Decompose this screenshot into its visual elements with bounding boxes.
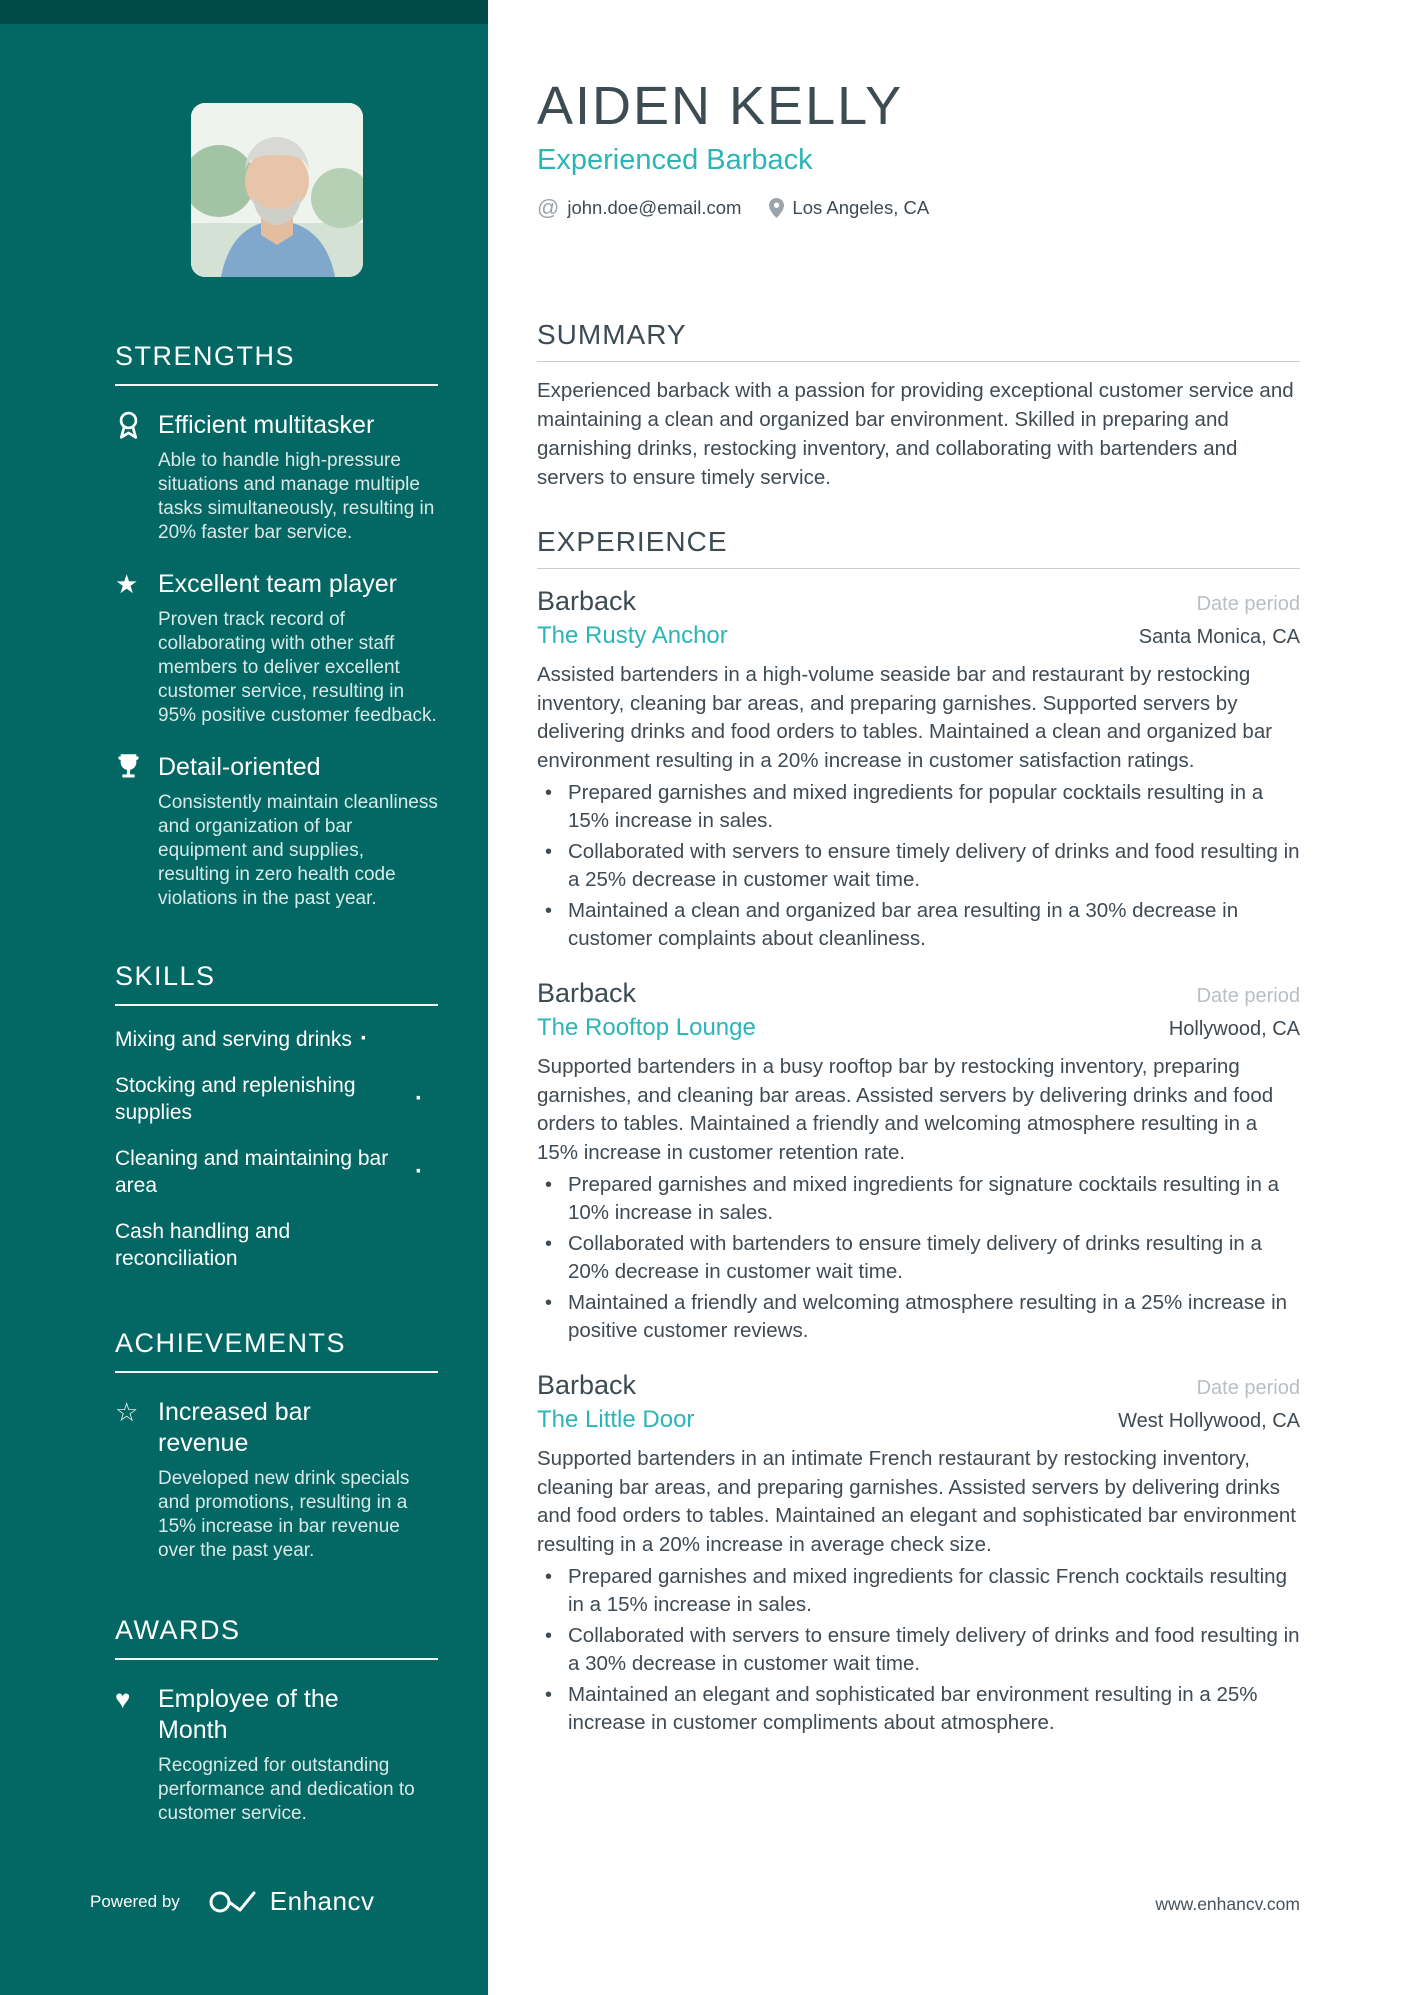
award-title: Employee of the Month [158, 1685, 339, 1744]
job-bullet: • Collaborated with servers to ensure timely delivery of drinks and food resulting in a 30% decrease in customer wait time. [537, 1622, 1300, 1678]
enhancv-logo-icon [208, 1889, 260, 1915]
strength-desc: Able to handle high-pressure situations and manage multiple tasks simultaneously, resulting in 20% faster bar service. [158, 450, 435, 543]
strength-item [115, 410, 438, 545]
skill-item [115, 1072, 438, 1126]
summary-section [537, 319, 1300, 492]
sidebar-footer [90, 1886, 374, 1917]
job-date-period: Date period [1196, 593, 1300, 615]
job-location: Hollywood, CA [1168, 1018, 1300, 1040]
star-outline-icon: ☆ [115, 1397, 139, 1427]
strength-title: Detail-oriented [158, 753, 321, 781]
achievement-desc: Developed new drink specials and promotions, resulting in a 15% increase in bar revenue over the past year. [158, 1468, 410, 1561]
job-bullet-list [537, 779, 1300, 953]
job-company: The Rooftop Lounge [537, 1014, 756, 1041]
experience-heading: EXPERIENCE [537, 526, 1300, 569]
job-bullet: • Prepared garnishes and mixed ingredients for classic French cocktails resulting in a 15% increase in sales. [537, 1563, 1300, 1619]
job-title: Barback [537, 586, 637, 616]
sidebar [0, 0, 488, 1995]
skill-item [115, 1218, 438, 1272]
main-content [488, 0, 1410, 1995]
job-bullet: • Collaborated with servers to ensure timely delivery of drinks and food resulting in a 25% decrease in customer wait time. [537, 838, 1300, 894]
strength-title: Efficient multitasker [158, 411, 375, 439]
person-name: AIDEN KELLY [537, 76, 904, 136]
job-bullet-list [537, 1171, 1300, 1345]
person-title: Experienced Barback [537, 144, 813, 176]
job-date-period: Date period [1196, 985, 1300, 1007]
job-company: The Little Door [537, 1406, 695, 1433]
skill-separator-dot: · [415, 1085, 423, 1112]
medal-icon [115, 410, 158, 545]
star-icon: ★ [115, 569, 139, 599]
enhancv-logo [208, 1886, 375, 1917]
skill-separator-dot: · [359, 1025, 368, 1052]
email-contact [537, 197, 741, 219]
job-bullet: • Maintained a clean and organized bar area resulting in a 30% decrease in customer complaints about cleanliness. [537, 897, 1300, 953]
summary-heading: SUMMARY [537, 319, 1300, 362]
job-summary: Supported bartenders in an intimate French restaurant by restocking inventory, cleaning bar areas, and preparing garnishes. Assisted servers by delivering drinks and food orders to tables. Maintained an elegant and sophisticated bar environment resulting in a 20% increase in average check size. [537, 1447, 1297, 1556]
trophy-icon [115, 752, 158, 911]
profile-photo [191, 103, 363, 277]
skill-item [115, 1145, 438, 1199]
experience-section [537, 526, 1300, 1737]
skill-label: Cleaning and maintaining bar area [115, 1147, 389, 1197]
skill-label: Cash handling and reconciliation [115, 1220, 291, 1270]
brand-name: Enhancv [269, 1886, 375, 1916]
skill-label: Stocking and replenishing supplies [115, 1074, 356, 1124]
location-pin-icon [769, 198, 784, 218]
location-text: Los Angeles, CA [792, 197, 930, 218]
job-entry [537, 977, 1300, 1345]
job-summary: Supported bartenders in a busy rooftop bar by restocking inventory, preparing garnishes, and cleaning bar areas. Assisted servers by delivering drinks and food orders to tables. Maintained a friendly and welcoming atmosphere resulting in a 15% increase in customer retention rate. [537, 1055, 1274, 1164]
award-desc: Recognized for outstanding performance and dedication to customer service. [158, 1755, 415, 1824]
job-location: Santa Monica, CA [1138, 626, 1300, 648]
skill-item [115, 1025, 438, 1053]
job-bullet: • Prepared garnishes and mixed ingredients for popular cocktails resulting in a 15% increase in sales. [537, 779, 1300, 835]
achievement-title: Increased bar revenue [158, 1398, 311, 1457]
job-bullet: • Prepared garnishes and mixed ingredients for signature cocktails resulting in a 10% increase in sales. [537, 1171, 1300, 1227]
awards-heading: AWARDS [115, 1615, 438, 1660]
job-bullet: • Maintained an elegant and sophisticated bar environment resulting in a 25% increase in customer compliments about atmosphere. [537, 1681, 1300, 1737]
job-bullet: • Maintained a friendly and welcoming atmosphere resulting in a 25% increase in positive customer reviews. [537, 1289, 1300, 1345]
skill-label: Mixing and serving drinks [115, 1027, 352, 1051]
sidebar-top-band [0, 0, 488, 24]
award-item [115, 1684, 438, 1826]
strength-item [115, 752, 438, 911]
summary-text: Experienced barback with a passion for providing exceptional customer service and maintaining a clean and organized bar environment. Skilled in preparing and garnishing drinks, restocking inventory, and collaborating with bartenders and servers to ensure timely service. [537, 379, 1294, 489]
job-title: Barback [537, 978, 637, 1008]
at-sign-icon: @ [537, 195, 560, 220]
heart-icon: ♥ [115, 1684, 131, 1714]
location-contact [769, 197, 929, 219]
strength-title: Excellent team player [158, 570, 398, 598]
job-entry [537, 585, 1300, 953]
job-summary: Assisted bartenders in a high-volume seaside bar and restaurant by restocking inventory, cleaning bar areas, and preparing garnishes. Supported servers by delivering drinks and food orders to tables. Maintained a clean and organized bar environment resulting in a 20% increase in customer satisfaction ratings. [537, 663, 1273, 772]
website-link[interactable]: www.enhancv.com [1155, 1894, 1300, 1914]
contact-row [537, 197, 1300, 219]
strengths-heading: STRENGTHS [115, 341, 438, 386]
job-title: Barback [537, 1370, 637, 1400]
job-date-period: Date period [1196, 1377, 1300, 1399]
job-bullet-list [537, 1563, 1300, 1737]
job-entry [537, 1369, 1300, 1737]
powered-by-label: Powered by [90, 1891, 180, 1911]
job-bullet: • Collaborated with bartenders to ensure timely delivery of drinks resulting in a 20% decrease in customer wait time. [537, 1230, 1300, 1286]
achievements-heading: ACHIEVEMENTS [115, 1328, 438, 1373]
job-company: The Rusty Anchor [537, 622, 728, 649]
strength-desc: Proven track record of collaborating with other staff members to deliver excellent customer service, resulting in 95% positive customer feedback. [158, 609, 437, 726]
skills-heading: SKILLS [115, 961, 438, 1006]
strength-item [115, 569, 438, 728]
achievement-item [115, 1397, 438, 1563]
skill-separator-dot: · [415, 1158, 423, 1185]
email-text[interactable]: john.doe@email.com [567, 197, 742, 218]
strength-desc: Consistently maintain cleanliness and organization of bar equipment and supplies, resulting in zero health code violations in the past year. [158, 792, 438, 909]
job-location: West Hollywood, CA [1118, 1410, 1300, 1432]
